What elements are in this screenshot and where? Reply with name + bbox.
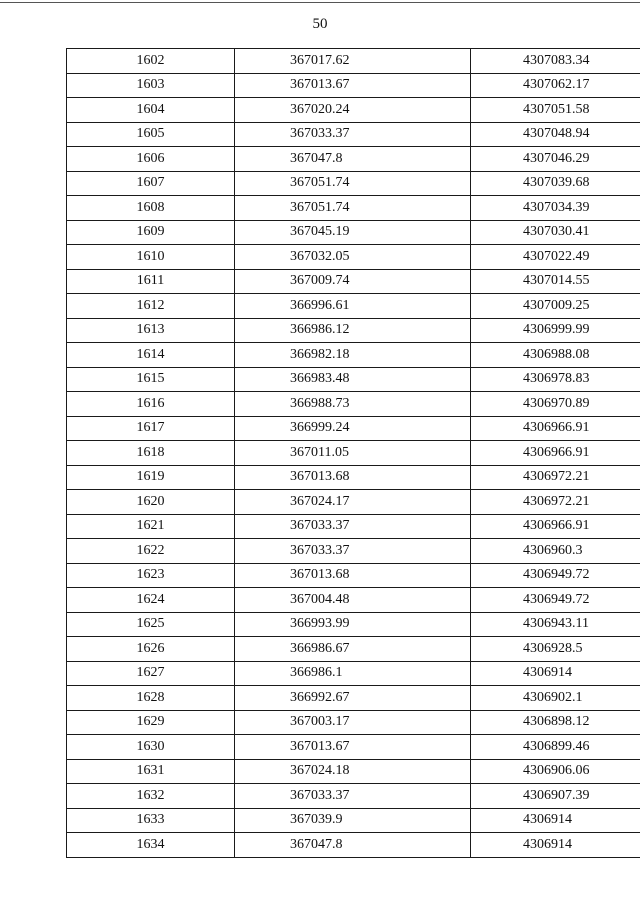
y-coordinate-cell: 4306988.08 — [471, 343, 640, 368]
point-number-cell: 1622 — [67, 539, 235, 564]
point-number-cell: 1627 — [67, 661, 235, 686]
table-row — [67, 563, 640, 588]
point-number-cell: 1605 — [67, 122, 235, 147]
x-coordinate-cell: 366982.18 — [235, 343, 471, 368]
y-coordinate-cell: 4306907.39 — [471, 784, 640, 809]
table-row — [67, 269, 640, 294]
x-coordinate-cell: 367024.17 — [235, 490, 471, 515]
y-coordinate-cell: 4306906.06 — [471, 759, 640, 784]
table-row — [67, 710, 640, 735]
table-row — [67, 98, 640, 123]
point-number-cell: 1603 — [67, 73, 235, 98]
x-coordinate-cell: 367033.37 — [235, 122, 471, 147]
y-coordinate-cell: 4307009.25 — [471, 294, 640, 319]
y-coordinate-cell: 4306914 — [471, 808, 640, 833]
y-coordinate-cell: 4307051.58 — [471, 98, 640, 123]
table-row — [67, 759, 640, 784]
y-coordinate-cell: 4307062.17 — [471, 73, 640, 98]
x-coordinate-cell: 367004.48 — [235, 588, 471, 613]
point-number-cell: 1615 — [67, 367, 235, 392]
x-coordinate-cell: 367047.8 — [235, 147, 471, 172]
point-number-cell: 1630 — [67, 735, 235, 760]
y-coordinate-cell: 4307048.94 — [471, 122, 640, 147]
point-number-cell: 1614 — [67, 343, 235, 368]
x-coordinate-cell: 367051.74 — [235, 196, 471, 221]
y-coordinate-cell: 4306970.89 — [471, 392, 640, 417]
table-row — [67, 245, 640, 270]
y-coordinate-cell: 4306972.21 — [471, 465, 640, 490]
x-coordinate-cell: 367033.37 — [235, 514, 471, 539]
point-number-cell: 1623 — [67, 563, 235, 588]
point-number-cell: 1610 — [67, 245, 235, 270]
point-number-cell: 1602 — [67, 49, 235, 74]
point-number-cell: 1607 — [67, 171, 235, 196]
point-number-cell: 1634 — [67, 833, 235, 858]
table-row — [67, 416, 640, 441]
table-row — [67, 147, 640, 172]
y-coordinate-cell: 4306899.46 — [471, 735, 640, 760]
x-coordinate-cell: 367013.68 — [235, 465, 471, 490]
x-coordinate-cell: 367024.18 — [235, 759, 471, 784]
point-number-cell: 1609 — [67, 220, 235, 245]
table-row — [67, 784, 640, 809]
point-number-cell: 1625 — [67, 612, 235, 637]
y-coordinate-cell: 4306966.91 — [471, 514, 640, 539]
y-coordinate-cell: 4306949.72 — [471, 563, 640, 588]
x-coordinate-cell: 366988.73 — [235, 392, 471, 417]
x-coordinate-cell: 366999.24 — [235, 416, 471, 441]
y-coordinate-cell: 4306943.11 — [471, 612, 640, 637]
y-coordinate-cell: 4306914 — [471, 661, 640, 686]
y-coordinate-cell: 4306898.12 — [471, 710, 640, 735]
x-coordinate-cell: 367020.24 — [235, 98, 471, 123]
x-coordinate-cell: 367013.68 — [235, 563, 471, 588]
table-row — [67, 318, 640, 343]
x-coordinate-cell: 366986.1 — [235, 661, 471, 686]
x-coordinate-cell: 367032.05 — [235, 245, 471, 270]
y-coordinate-cell: 4306902.1 — [471, 686, 640, 711]
table-row — [67, 588, 640, 613]
table-row — [67, 441, 640, 466]
point-number-cell: 1616 — [67, 392, 235, 417]
table-row — [67, 73, 640, 98]
table-row — [67, 465, 640, 490]
point-number-cell: 1620 — [67, 490, 235, 515]
table-row — [67, 514, 640, 539]
x-coordinate-cell: 366983.48 — [235, 367, 471, 392]
table-row — [67, 833, 640, 858]
y-coordinate-cell: 4306972.21 — [471, 490, 640, 515]
point-number-cell: 1619 — [67, 465, 235, 490]
table-row — [67, 196, 640, 221]
point-number-cell: 1618 — [67, 441, 235, 466]
table-row — [67, 539, 640, 564]
table-row — [67, 612, 640, 637]
x-coordinate-cell: 367047.8 — [235, 833, 471, 858]
point-number-cell: 1629 — [67, 710, 235, 735]
point-number-cell: 1606 — [67, 147, 235, 172]
y-coordinate-cell: 4306949.72 — [471, 588, 640, 613]
x-coordinate-cell: 367039.9 — [235, 808, 471, 833]
point-number-cell: 1608 — [67, 196, 235, 221]
point-number-cell: 1611 — [67, 269, 235, 294]
point-number-cell: 1612 — [67, 294, 235, 319]
table-row — [67, 392, 640, 417]
point-number-cell: 1604 — [67, 98, 235, 123]
table-row — [67, 367, 640, 392]
table-row — [67, 122, 640, 147]
table-row — [67, 808, 640, 833]
y-coordinate-cell: 4306999.99 — [471, 318, 640, 343]
y-coordinate-cell: 4306966.91 — [471, 416, 640, 441]
y-coordinate-cell: 4307014.55 — [471, 269, 640, 294]
x-coordinate-cell: 367033.37 — [235, 539, 471, 564]
y-coordinate-cell: 4307083.34 — [471, 49, 640, 74]
point-number-cell: 1617 — [67, 416, 235, 441]
x-coordinate-cell: 367045.19 — [235, 220, 471, 245]
y-coordinate-cell: 4307039.68 — [471, 171, 640, 196]
point-number-cell: 1631 — [67, 759, 235, 784]
table-row — [67, 294, 640, 319]
point-number-cell: 1633 — [67, 808, 235, 833]
table-row — [67, 343, 640, 368]
y-coordinate-cell: 4307046.29 — [471, 147, 640, 172]
x-coordinate-cell: 367051.74 — [235, 171, 471, 196]
table-row — [67, 686, 640, 711]
y-coordinate-cell: 4307030.41 — [471, 220, 640, 245]
x-coordinate-cell: 367011.05 — [235, 441, 471, 466]
point-number-cell: 1621 — [67, 514, 235, 539]
y-coordinate-cell: 4307022.49 — [471, 245, 640, 270]
table-row — [67, 735, 640, 760]
x-coordinate-cell: 367013.67 — [235, 735, 471, 760]
x-coordinate-cell: 366992.67 — [235, 686, 471, 711]
page-number: 50 — [312, 16, 328, 32]
point-number-cell: 1624 — [67, 588, 235, 613]
coordinates-table — [66, 48, 640, 858]
x-coordinate-cell: 366993.99 — [235, 612, 471, 637]
x-coordinate-cell: 366996.61 — [235, 294, 471, 319]
y-coordinate-cell: 4306978.83 — [471, 367, 640, 392]
table-row — [67, 171, 640, 196]
y-coordinate-cell: 4306966.91 — [471, 441, 640, 466]
point-number-cell: 1628 — [67, 686, 235, 711]
x-coordinate-cell: 366986.67 — [235, 637, 471, 662]
table-row — [67, 49, 640, 74]
y-coordinate-cell: 4306960.3 — [471, 539, 640, 564]
point-number-cell: 1626 — [67, 637, 235, 662]
y-coordinate-cell: 4307034.39 — [471, 196, 640, 221]
top-border-line — [0, 2, 640, 3]
table-row — [67, 490, 640, 515]
x-coordinate-cell: 367003.17 — [235, 710, 471, 735]
x-coordinate-cell: 366986.12 — [235, 318, 471, 343]
y-coordinate-cell: 4306914 — [471, 833, 640, 858]
point-number-cell: 1613 — [67, 318, 235, 343]
y-coordinate-cell: 4306928.5 — [471, 637, 640, 662]
x-coordinate-cell: 367013.67 — [235, 73, 471, 98]
x-coordinate-cell: 367009.74 — [235, 269, 471, 294]
coordinates-table-body — [67, 49, 640, 858]
x-coordinate-cell: 367017.62 — [235, 49, 471, 74]
x-coordinate-cell: 367033.37 — [235, 784, 471, 809]
point-number-cell: 1632 — [67, 784, 235, 809]
table-row — [67, 220, 640, 245]
table-row — [67, 661, 640, 686]
table-row — [67, 637, 640, 662]
